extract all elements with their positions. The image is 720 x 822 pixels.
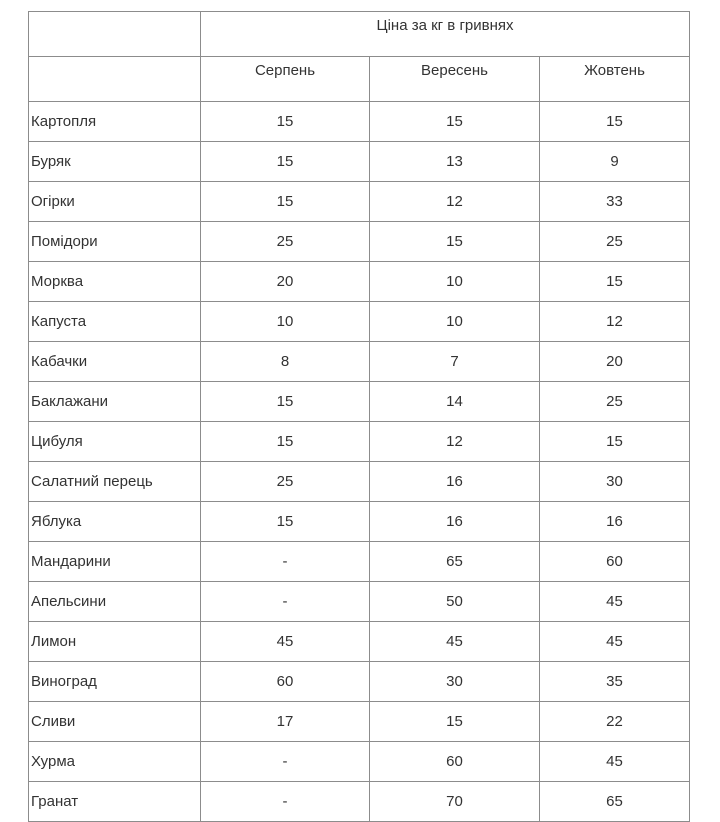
table-row: [29, 342, 690, 382]
price-cell: 15: [201, 502, 370, 542]
table-row: [29, 702, 690, 742]
price-cell: -: [201, 582, 370, 622]
price-cell: -: [201, 542, 370, 582]
table-row: [29, 142, 690, 182]
price-cell: 12: [370, 182, 540, 222]
price-cell: 15: [201, 422, 370, 462]
product-name-cell: Хурма: [29, 742, 201, 782]
table-row: [29, 742, 690, 782]
price-cell: 45: [540, 622, 690, 662]
price-cell: 22: [540, 702, 690, 742]
product-name-cell: Гранат: [29, 782, 201, 822]
product-name-cell: Капуста: [29, 302, 201, 342]
cut-off-text-line: [30, 813, 630, 820]
price-cell: 10: [201, 302, 370, 342]
price-table: [28, 11, 690, 822]
product-name-cell: Салатний перець: [29, 462, 201, 502]
product-name-cell: Морква: [29, 262, 201, 302]
table-row: [29, 542, 690, 582]
empty-corner-cell: [29, 12, 201, 57]
price-cell: 13: [370, 142, 540, 182]
price-cell: 60: [370, 742, 540, 782]
table-row: [29, 102, 690, 142]
price-cell: 50: [370, 582, 540, 622]
product-name-cell: Баклажани: [29, 382, 201, 422]
price-cell: 30: [540, 462, 690, 502]
price-cell: 70: [370, 782, 540, 822]
price-cell: 12: [540, 302, 690, 342]
price-cell: 45: [540, 742, 690, 782]
price-cell: 15: [540, 262, 690, 302]
price-cell: 60: [540, 542, 690, 582]
price-header-title: Ціна за кг в гривнях: [201, 12, 690, 57]
price-table-body: [29, 12, 690, 822]
price-cell: 25: [540, 382, 690, 422]
price-cell: 25: [201, 222, 370, 262]
table-row: [29, 662, 690, 702]
product-name-cell: Яблука: [29, 502, 201, 542]
price-cell: 17: [201, 702, 370, 742]
table-row: [29, 382, 690, 422]
price-cell: 9: [540, 142, 690, 182]
price-cell: 7: [370, 342, 540, 382]
table-row: [29, 222, 690, 262]
price-cell: 20: [201, 262, 370, 302]
price-cell: 15: [370, 222, 540, 262]
price-cell: 33: [540, 182, 690, 222]
price-cell: 16: [540, 502, 690, 542]
product-name-cell: Апельсини: [29, 582, 201, 622]
price-cell: 14: [370, 382, 540, 422]
table-row: [29, 582, 690, 622]
product-name-cell: Кабачки: [29, 342, 201, 382]
table-row: [29, 422, 690, 462]
price-cell: 10: [370, 262, 540, 302]
price-cell: 65: [370, 542, 540, 582]
product-name-cell: Огірки: [29, 182, 201, 222]
product-name-cell: Буряк: [29, 142, 201, 182]
price-cell: 10: [370, 302, 540, 342]
price-cell: 15: [540, 422, 690, 462]
product-name-cell: Сливи: [29, 702, 201, 742]
price-cell: 16: [370, 502, 540, 542]
price-cell: -: [201, 742, 370, 782]
price-cell: 15: [201, 182, 370, 222]
price-cell: 60: [201, 662, 370, 702]
table-row: [29, 502, 690, 542]
month-header: Жовтень: [540, 57, 690, 102]
product-name-cell: Лимон: [29, 622, 201, 662]
price-cell: 15: [201, 102, 370, 142]
price-cell: 35: [540, 662, 690, 702]
month-header: Вересень: [370, 57, 540, 102]
price-cell: 20: [540, 342, 690, 382]
price-cell: -: [201, 782, 370, 822]
price-cell: 25: [201, 462, 370, 502]
product-name-cell: Виноград: [29, 662, 201, 702]
empty-corner-cell: [29, 57, 201, 102]
header-row-title: [29, 12, 690, 57]
product-name-cell: Помідори: [29, 222, 201, 262]
price-cell: 15: [370, 702, 540, 742]
price-cell: 45: [201, 622, 370, 662]
price-cell: 45: [370, 622, 540, 662]
table-row: [29, 302, 690, 342]
price-cell: 15: [201, 142, 370, 182]
price-cell: 65: [540, 782, 690, 822]
product-name-cell: Цибуля: [29, 422, 201, 462]
header-row-months: [29, 57, 690, 102]
price-cell: 45: [540, 582, 690, 622]
product-name-cell: Мандарини: [29, 542, 201, 582]
price-cell: 30: [370, 662, 540, 702]
price-cell: 12: [370, 422, 540, 462]
price-cell: 8: [201, 342, 370, 382]
table-row: [29, 182, 690, 222]
product-name-cell: Картопля: [29, 102, 201, 142]
table-row: [29, 262, 690, 302]
price-cell: 15: [370, 102, 540, 142]
month-header: Серпень: [201, 57, 370, 102]
price-cell: 16: [370, 462, 540, 502]
price-cell: 25: [540, 222, 690, 262]
table-row: [29, 622, 690, 662]
price-cell: 15: [201, 382, 370, 422]
price-cell: 15: [540, 102, 690, 142]
table-row: [29, 462, 690, 502]
